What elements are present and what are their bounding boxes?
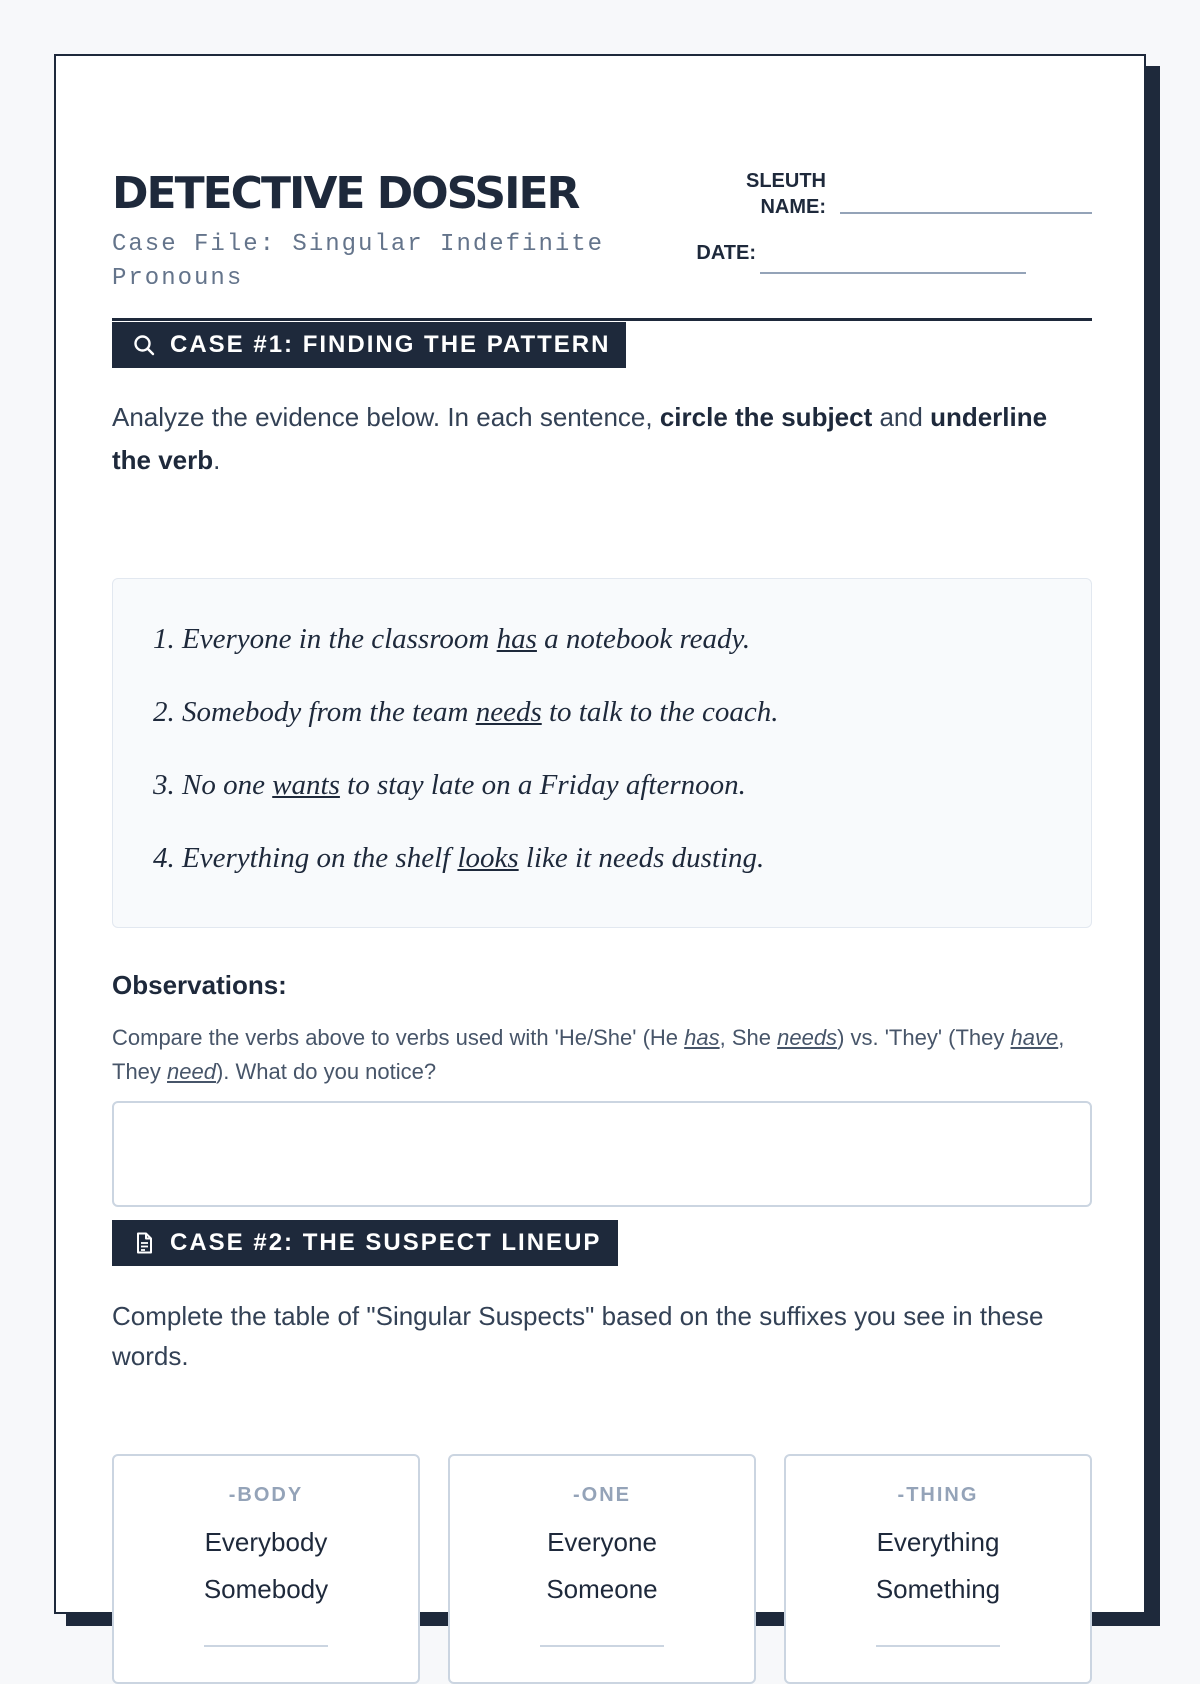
sentence-verb: looks (457, 842, 519, 874)
header-divider (112, 318, 1092, 321)
sentence-text: 4. Everything on the shelf (153, 842, 458, 874)
suspect-column-body (112, 1454, 420, 1684)
prompt-text: ) vs. 'They' (They (837, 1025, 1011, 1050)
prompt-example: needs (777, 1025, 838, 1050)
sentence-verb: has (496, 623, 537, 655)
instr-text: and (872, 402, 931, 432)
suspect-column-thing (784, 1454, 1092, 1684)
worksheet (54, 54, 1146, 1614)
sentence-text: a notebook ready. (536, 623, 751, 655)
evidence-sentence[interactable] (153, 623, 750, 656)
observations-title: Observations: (112, 970, 287, 1000)
prompt-text: Compare the verbs above to verbs used with 'He/She' (He (112, 1025, 685, 1050)
suspect-word: Something (875, 1574, 1001, 1604)
sentence-text: to talk to the coach. (541, 696, 779, 728)
sleuth-name-field[interactable] (840, 212, 1092, 214)
sentence-text: to stay late on a Friday afternoon. (339, 769, 746, 801)
sleuth-name-label: SLEUTH NAME: (746, 170, 826, 218)
sentence-text: 1. Everyone in the classroom (153, 623, 497, 655)
sentence-verb: needs (475, 696, 542, 728)
sentence-verb: wants (272, 769, 340, 801)
case-file-subtitle: Case File: Singular Indefinite Pronouns (112, 231, 605, 292)
blank-answer-line[interactable] (540, 1645, 664, 1647)
prompt-text: , She (719, 1025, 778, 1050)
page-title: DETECTIVE DOSSIER (112, 168, 579, 219)
dossier-header (112, 116, 1092, 322)
evidence-sentence[interactable] (153, 769, 746, 802)
case1-instructions (112, 396, 1092, 482)
blank-answer-line[interactable] (876, 1645, 1000, 1647)
instr-circle-subject: circle the subject (659, 402, 873, 432)
observations-prompt (112, 1021, 1092, 1089)
instr-text: . (213, 445, 221, 475)
suspect-word: Someone (546, 1574, 658, 1604)
case2-instructions: Complete the table of "Singular Suspects" based on the suffixes you see in these words. (112, 1301, 1044, 1371)
suspect-word: Everyone (547, 1527, 657, 1557)
instr-text: Analyze the evidence below. In each sentence, (112, 402, 660, 432)
case1-badge (112, 322, 626, 368)
suspect-word: Somebody (203, 1574, 329, 1604)
evidence-box (112, 578, 1092, 928)
suffix-label: -THING (897, 1484, 979, 1506)
prompt-example: need (167, 1059, 216, 1084)
suspect-column-one (448, 1454, 756, 1684)
prompt-example: has (684, 1025, 720, 1050)
suspect-word: Everybody (204, 1527, 328, 1557)
suspect-word: Everything (876, 1527, 1000, 1557)
document-icon (132, 1231, 156, 1255)
blank-answer-line[interactable] (204, 1645, 328, 1647)
observations-answer-box[interactable] (112, 1101, 1092, 1207)
date-field[interactable] (760, 272, 1026, 274)
sentence-text: like it needs dusting. (518, 842, 765, 874)
case2-badge (112, 1220, 618, 1266)
date-label: DATE: (696, 242, 756, 264)
case1-title: CASE #1: FINDING THE PATTERN (170, 331, 611, 358)
prompt-text: , They (112, 1025, 1065, 1084)
sentence-text: 2. Somebody from the team (153, 696, 476, 728)
evidence-sentence[interactable] (153, 696, 779, 729)
suffix-label: -BODY (228, 1484, 304, 1506)
instr-underline-verb: underline the verb (112, 402, 1048, 475)
sentence-text: 3. No one (153, 769, 273, 801)
suffix-label: -ONE (573, 1484, 631, 1506)
evidence-sentence[interactable] (153, 842, 764, 875)
prompt-text: ). What do you notice? (215, 1059, 437, 1084)
case2-title: CASE #2: THE SUSPECT LINEUP (170, 1229, 602, 1256)
prompt-example: have (1010, 1025, 1059, 1050)
search-icon (132, 333, 156, 357)
